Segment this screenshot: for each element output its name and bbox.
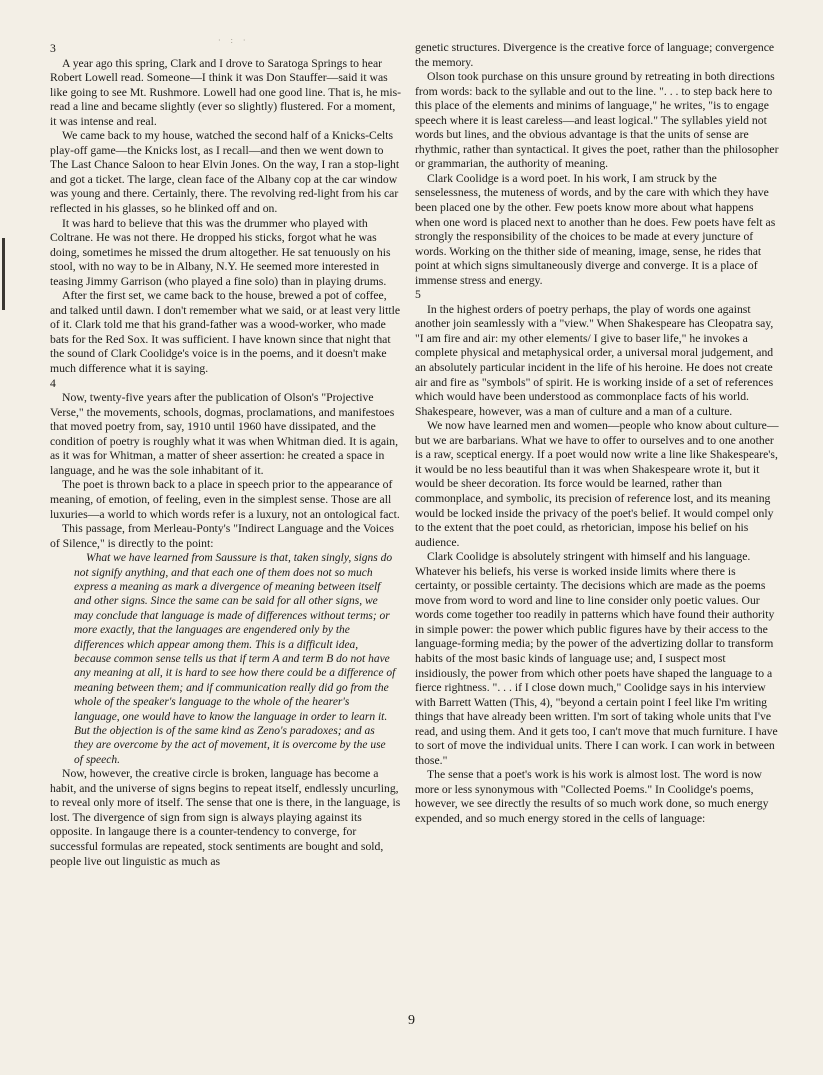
section-number: 4 — [50, 376, 56, 390]
paragraph: Olson took purchase on this unsure ground by retreating in both directions from words: back to the syllable and out to the line. ". . . to step back here to this place of the elements and minims of language," he writes, "is to engage speech where it is least careless—and least logical." The syllables yield not words but lines, and the obvious advantage is that the units of sense are rhythmic, rather than syntactical. It gives the poet, rather than the philosopher or grammarian, the authority of meaning. — [415, 70, 779, 171]
section-number: 5 — [415, 288, 421, 302]
paragraph: Clark Coolidge is a word poet. In his work, I am struck by the senselessness, the muteness of words, and by the care with which they have been placed one by the other. Few poets know more about what happens when one word is placed next to another than he does. Few poets have felt as strongly the responsibility of the choices to be made at every juncture of words. Working on the thither side of meaning, image, sense, he rides that point at which signs simultaneously diverge and converge. It is a place of immense stress and energy. — [415, 171, 776, 287]
page-number: 9 — [408, 1013, 415, 1028]
paragraph: The sense that a poet's work is his work is almost lost. The word is now more or less synonymous with "Collected Poems." In Coolidge's poems, however, we see directly the results of so much work done, so much energy expended, and so much energy stored in the cells of language: — [415, 768, 769, 825]
paragraph: In the highest orders of poetry perhaps, the play of words one against another join seamlessly with a "view." When Shakespeare has Cleopatra say, "I am fire and air: my other elements/ I give to baser life," he invokes a complete physical and metaphysical order, a universal moral judgement, and an absolutely particular incident in the life of his heroine. He does not create air and fire as "symbols" of spirit. He is working inside of a set of references which would have been understood as commonplace facts of his world. Shakespeare, however, was a man of culture and a man of a culture. — [415, 302, 774, 418]
paragraph: It was hard to believe that this was the drummer who played with Coltrane. He was not there. He dropped his sticks, forgot what he was doing, sometimes he missed the drum altogether. He sat tenuously on his stool, with no way to be in Albany, N.Y. He seemed more interested in teasing Jimmy Garrison (who played a fine solo) than in playing drums. — [50, 216, 391, 288]
paragraph: Now, however, the creative circle is broken, language has become a habit, and the universe of signs begins to repeat itself, endlessly uncurling, to reveal only more of itself. The sense that one is there, in the language, is lost. The divergence of sign from sign is always playing against its opposite. In langauge there is a counter-tendency to converge, for successful formulas are repeated, stock sentiments are bought and sold, people live out linguistic as much as — [50, 767, 401, 868]
paragraph: Clark Coolidge is absolutely stringent with himself and his language. Whatever his beliefs, his verse is worked inside limits where there is certainty, or possible certainty. The decisions which are made as the poems move from word to word and line to line consider only poetic values. Our words come together too readily in patterns which have found their authority in simple power: the power which public figures have by their access to the language-forming media; by the power of the advertizing dollar to transform habits of the most basic kinds of language use; and, I suspect most insidiously, the power from which other poets have shaped the language to a fierce rightness. ". . . if I close down much," Coolidge says in his interview with Barrett Watten (This, 4), "beyond a certain point I feel like I'm writing things that have already been written. I'm sort of taking whole units that I've read, and using them. And it gets too, I can't move that much furniture. I have to sort of move the individual units. There I can work. I can work in between those." — [415, 550, 778, 767]
paragraph: We came back to my house, watched the second half of a Knicks-Celts play-off game—the Knicks lost, as I recall—and then we went down to The Last Chance Saloon to hear Elvin Jones. On the way, I ran a stop-light and got a ticket. The large, clean face of the Albany cop at the car window was young and there. Certainly, there. The revolving red-light from his car reflected in his glasses, so he blinked off and on. — [50, 129, 400, 216]
section-number: 3 — [50, 42, 56, 55]
paragraph: This passage, from Merleau-Ponty's "Indirect Language and the Voices of Silence," is directly to the point: — [50, 522, 394, 550]
binding-mark — [2, 238, 5, 310]
paragraph: The poet is thrown back to a place in speech prior to the appearance of meaning, of emotion, of feeling, even in the simplest sense. Those are all luxuries—a world to which words refer is a luxury, not an ontological fact. — [50, 478, 400, 521]
paper-speck: · : · — [218, 36, 250, 45]
paragraph: After the first set, we came back to the house, brewed a pot of coffee, and talked until dawn. I don't remember what we said, or at least very little of it. Clark told me that his grand-father was a wood-worker, who made bats for the Red Sox. It was sufficient. I have known since that night that the sound of Clark Coolidge's voice is in the poems, and it doesn't make much difference what it is saying. — [50, 289, 401, 376]
paragraph-continued: genetic structures. Divergence is the creative force of language; convergence the memory. — [415, 41, 775, 69]
left-column — [50, 42, 404, 869]
paragraph: Now, twenty-five years after the publication of Olson's "Projective Verse," the movements, schools, dogmas, proclamations, and manifestoes that moved poetry from, say, 1910 until 1960 have dissipated, and the condition of poetry is roughly what it was when Whitman died. It is again, as it was for Whitman, a matter of sheer assertion: he created a space in language, and he was the sole inhabitant of it. — [50, 391, 399, 477]
paragraph: We now have learned men and women—people who know about culture—but we are barbarians. What we have to offer to ourselves and to one another is a raw, sceptical energy. If a poet would now write a line like Shakespeare's, it would be no less beautiful than it was when Shakespeare wrote it, but it would be sheer decoration. Its force would be learned, rather than commonplace, and symbolic, its precision of reference lost, and its meaning would be locked inside the privacy of the poet's belief. It would compel only to the extent that the poet could, as rhetorician, impose his belief on his audience. — [415, 419, 779, 549]
block-quote: What we have learned from Saussure is that, taken singly, signs do not signify anything, and that each one of them does not so much express a meaning as mark a divergence of meaning between itself and other signs. Since the same can be said for all other signs, we may conclude that language is made of differences without terms; or more exactly, that the languages are engendered only by the differences which appear among them. This is a difficult idea, because common sense tells us that if term A and term B do not have any meaning at all, it is hard to see how there could be a difference of meaning between them; and if communication really did go from the whole of the speaker's language to the whole of the hearer's language, one would have to know the language in order to learn it. But the objection is of the same kind as Zeno's paradoxes; and as they are overcome by the act of movement, it is overcome by the use of speech. — [74, 552, 396, 766]
right-column — [415, 41, 781, 827]
paragraph: A year ago this spring, Clark and I drove to Saratoga Springs to hear Robert Lowell read. Someone—I think it was Don Stauffer—said it was like going to see Mt. Rushmore. Lowell had one good line. That is, he mis-read a line and became slightly (ever so slightly) flustered. For a moment, it was intense and real. — [50, 56, 402, 128]
